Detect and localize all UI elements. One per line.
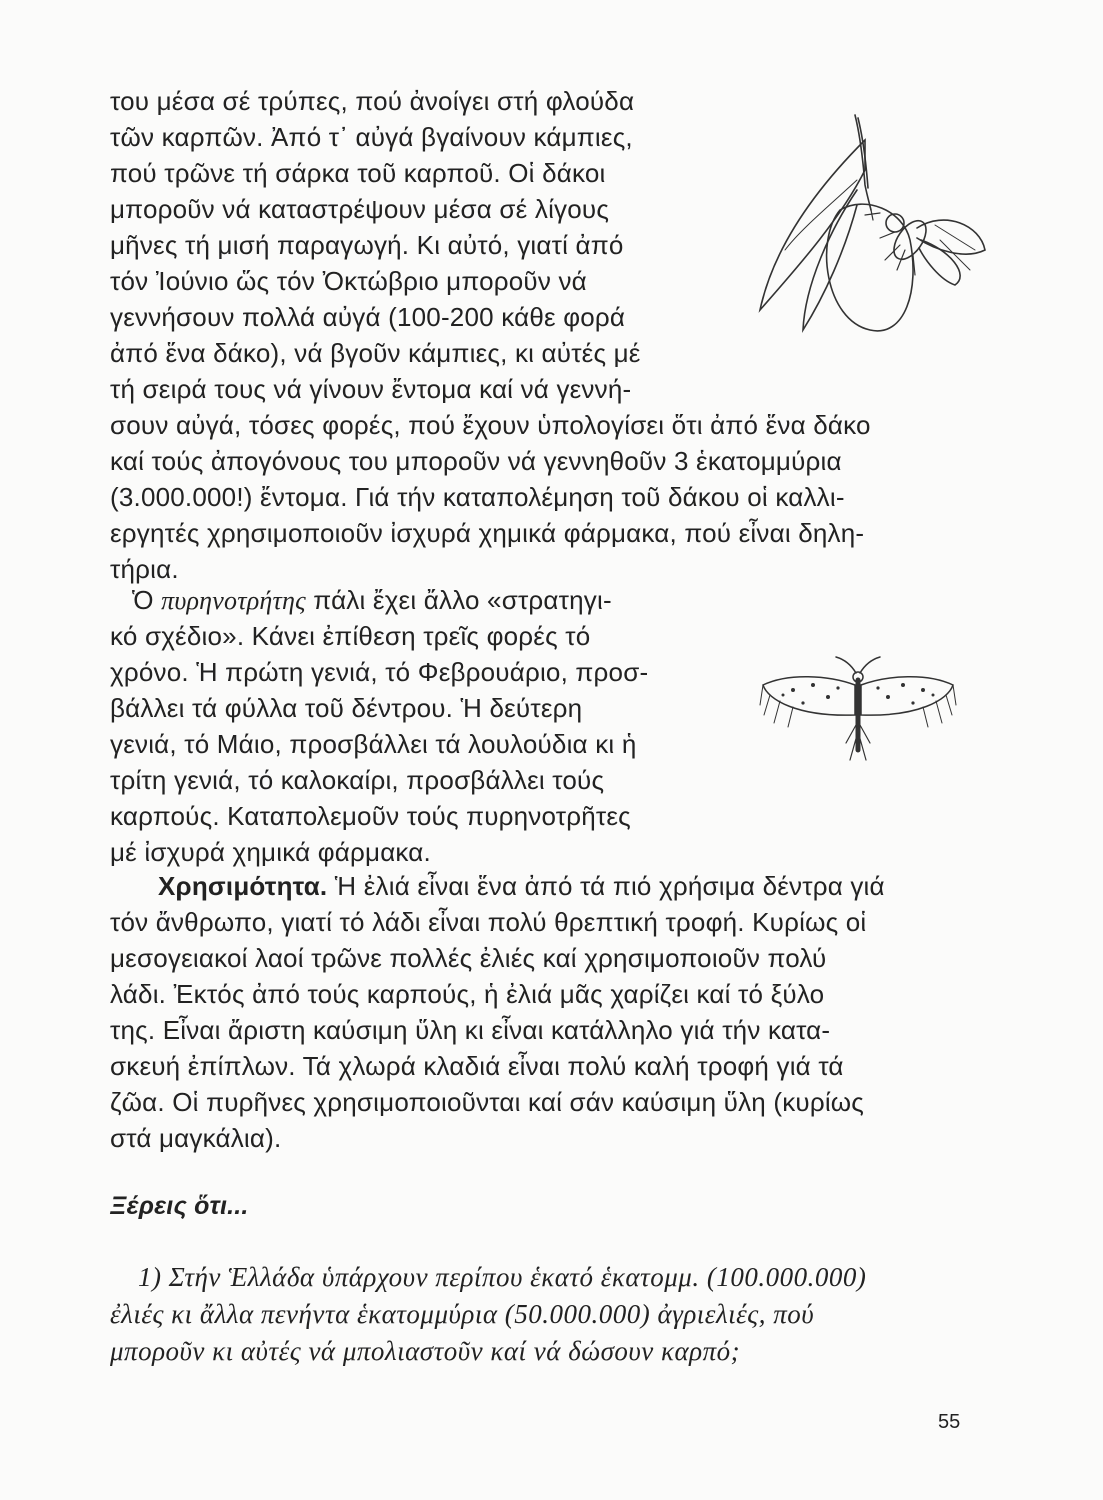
body-line: καί τούς ἀπογόνους του μποροῦν νά γεννηθοῦν 3 ἑκατομμύρια <box>110 446 842 476</box>
body-line: τή σειρά τους νά γίνουν ἔντομα καί νά γεννή- <box>110 374 632 404</box>
usefulness-line: ζῶα. Οἱ πυρῆνες χρησιμοποιοῦνται καί σάν καύσιμη ὕλη (κυρίως <box>110 1087 865 1117</box>
body-line: (3.000.000!) ἔντομα. Γιά τήν καταπολέμηση τοῦ δάκου οἱ καλλι- <box>110 482 845 512</box>
usefulness-line: της. Εἶναι ἄριστη καύσιμη ὕλη κι εἶναι κατάλληλο γιά τήν κατα- <box>110 1015 831 1045</box>
body-line: του μέσα σέ τρύπες, πού ἀνοίγει στή φλούδα <box>110 86 635 116</box>
pyrinotritis-line: γενιά, τό Μάιο, προσβάλλει τά λουλούδια κι ἡ <box>110 729 637 759</box>
usefulness-line: μεσογειακοί λαοί τρῶνε πολλές ἐλιές καί χρησιμοποιοῦν πολύ <box>110 943 827 973</box>
body-line: τόν Ἰούνιο ὥς τόν Ὀκτώβριο μποροῦν νά <box>110 266 587 296</box>
usefulness-first-rest: Ἡ ἐλιά εἶναι ἕνα ἀπό τά πιό χρήσιμα δέντρα γιά <box>334 871 885 901</box>
fact-line: 1) Στήν Ἑλλάδα ὑπάρχουν περίπου ἑκατό ἑκατομμ. (100.000.000) <box>138 1262 867 1292</box>
pyrinotritis-prefix: Ὁ <box>132 585 154 615</box>
usefulness-heading: Χρησιμότητα. <box>158 871 328 901</box>
body-line: γεννήσουν πολλά αὐγά (100-200 κάθε φορά <box>110 302 626 332</box>
body-line: εργητές χρησιμοποιοῦν ἰσχυρά χημικά φάρμακα, πού εἶναι δηλη- <box>110 518 865 548</box>
did-you-know-heading: Ξέρεις ὅτι... <box>110 1192 249 1220</box>
fact-line: ἐλιές κι ἄλλα πενήντα ἑκατομμύρια (50.000.000) ἀγριελιές, πού <box>110 1299 815 1329</box>
pyrinotritis-first-line <box>132 584 612 617</box>
usefulness-first-line <box>158 870 885 902</box>
usefulness-line: σκευή ἐπίπλων. Τά χλωρά κλαδιά εἶναι πολύ καλή τροφή γιά τά <box>110 1051 844 1081</box>
body-line: σουν αὐγά, τόσες φορές, πού ἔχουν ὑπολογίσει ὅτι ἀπό ἕνα δάκο <box>110 410 871 440</box>
body-line: ἀπό ἕνα δάκο), νά βγοῦν κάμπιες, κι αὐτές μέ <box>110 338 641 368</box>
usefulness-line: τόν ἄνθρωπο, γιατί τό λάδι εἶναι πολύ θρεπτική τροφή. Κυρίως οἱ <box>110 907 867 937</box>
pyrinotritis-line: κό σχέδιο». Κάνει ἐπίθεση τρεῖς φορές τό <box>110 621 591 651</box>
pyrinotritis-term: πυρηνοτρήτης <box>161 586 306 615</box>
pyrinotritis-line: μέ ἰσχυρά χημικά φάρμακα. <box>110 837 431 867</box>
pyrinotritis-first-rest: πάλι ἔχει ἄλλο «στρατηγι- <box>313 585 612 615</box>
body-line: μποροῦν νά καταστρέψουν μέσα σέ λίγους <box>110 194 610 224</box>
body-line: τήρια. <box>110 554 179 584</box>
page-number: 55 <box>938 1411 961 1433</box>
body-line: τῶν καρπῶν. Ἀπό τ᾿ αὐγά βγαίνουν κάμπιες, <box>110 122 633 152</box>
body-line: μῆνες τή μισή παραγωγή. Κι αὐτό, γιατί ἀπό <box>110 230 624 260</box>
pyrinotritis-line: τρίτη γενιά, τό καλοκαίρι, προσβάλλει τούς <box>110 765 605 795</box>
olive-fly-on-olive-icon <box>745 110 995 350</box>
pyrinotritis-line: βάλλει τά φύλλα τοῦ δέντρου. Ἡ δεύτερη <box>110 693 583 723</box>
moth-icon <box>758 655 958 765</box>
usefulness-line: λάδι. Ἐκτός ἀπό τούς καρπούς, ἡ ἐλιά μᾶς χαρίζει καί τό ξύλο <box>110 979 825 1009</box>
pyrinotritis-line: χρόνο. Ἡ πρώτη γενιά, τό Φεβρουάριο, προσ- <box>110 657 649 687</box>
pyrinotritis-line: καρπούς. Καταπολεμοῦν τούς πυρηνοτρῆτες <box>110 801 631 831</box>
fact-line: μποροῦν κι αὐτές νά μπολιαστοῦν καί νά δώσουν καρπό; <box>110 1336 741 1366</box>
body-line: πού τρῶνε τή σάρκα τοῦ καρποῦ. Οἱ δάκοι <box>110 158 606 188</box>
usefulness-line: στά μαγκάλια). <box>110 1123 282 1153</box>
